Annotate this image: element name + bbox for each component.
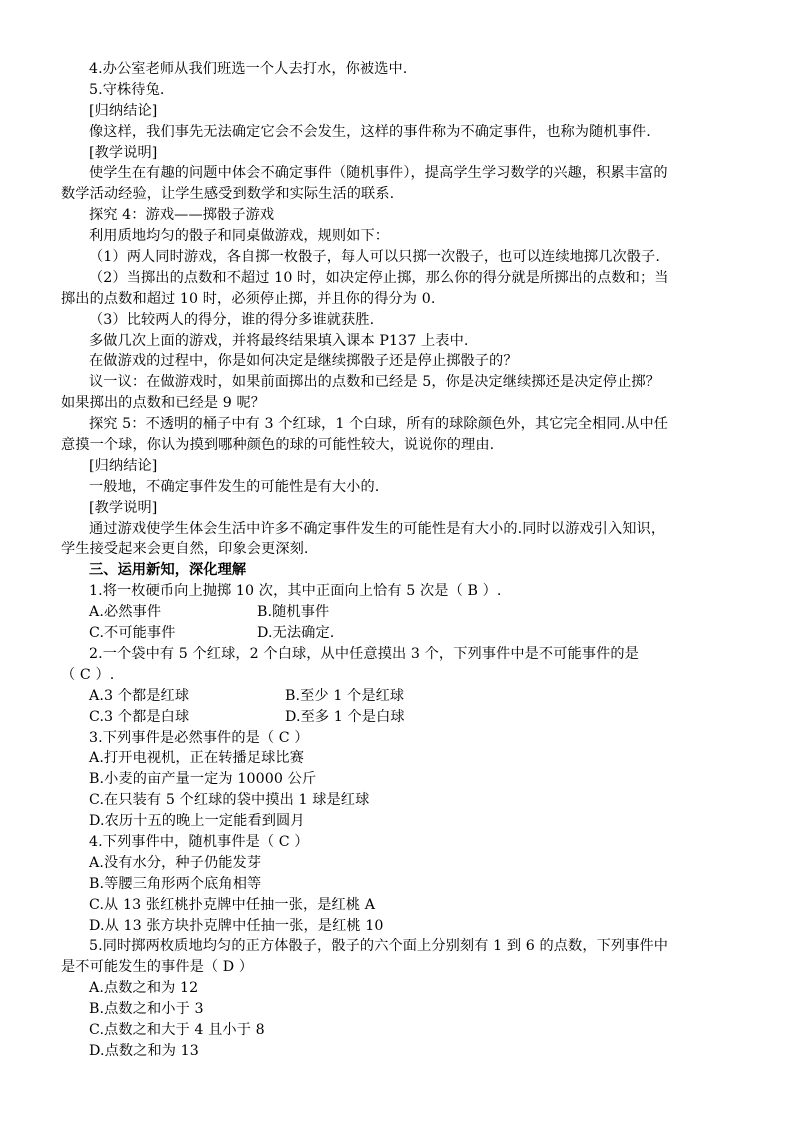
option-a: A.点数之和为 12 [89,980,199,997]
paragraph: 探究 5：不透明的桶子中有 3 个红球，1 个白球，所有的球除颜色外，其它完全相同.从中任 [89,416,669,433]
option-c: C.不可能事件 [89,625,176,642]
paragraph: 一般地，不确定事件发生的可能性是有大小的. [89,478,380,495]
question-stem: 2.一个袋中有 5 个红球，2 个白球，从中任意摸出 3 个，下列事件中是不可能事件的是 [89,645,639,662]
paragraph: 4.办公室老师从我们班选一个人去打水，你被选中. [89,61,408,77]
question-stem: 1.将一枚硬币向上抛掷 10 次，其中正面向上恰有 5 次是（ B ）. [89,583,502,600]
section-tag: [教学说明] [89,144,158,161]
option-d: D.无法确定. [257,625,335,642]
option-b: B.等腰三角形两个底角相等 [89,875,262,892]
option-row [61,707,737,728]
paragraph-continuation: 学生接受起来会更自然，印象会更深刻. [61,541,309,558]
question-stem: 3.下列事件是必然事件的是（ C ） [89,729,309,746]
paragraph: 议一议：在做游戏时，如果前面掷出的点数和已经是 5，你是决定继续掷还是决定停止掷？ [89,374,660,391]
paragraph: 像这样，我们事先无法确定它会不会发生，这样的事件称为不确定事件，也称为随机事件. [89,123,651,140]
paragraph: 利用质地均匀的骰子和同桌做游戏，规则如下： [89,228,390,245]
section-tag: [归纳结论] [89,102,158,119]
paragraph: 通过游戏使学生体会生活中许多不确定事件发生的可能性是有大小的.同时以游戏引入知识， [89,520,666,537]
paragraph: 在做游戏的过程中，你是如何决定是继续掷骰子还是停止掷骰子的？ [89,353,518,370]
paragraph-continuation: 掷出的点数和超过 10 时，必须停止掷，并且你的得分为 0. [61,290,436,307]
option-d: D.农历十五的晚上一定能看到圆月 [89,813,305,830]
option-d: D.从 13 张方块扑克牌中任抽一张，是红桃 10 [89,917,384,934]
paragraph: 使学生在有趣的问题中体会不确定事件（随机事件），提高学生学习数学的兴趣，积累丰富的 [89,165,668,182]
option-c: C.3 个都是白球 [89,708,190,725]
option-a: A.必然事件 [89,604,162,621]
option-c: C.从 13 张红桃扑克牌中任抽一张，是红桃 A [89,896,376,913]
option-b: B.随机事件 [257,604,330,621]
section-heading: 三、运用新知，深化理解 [89,562,247,579]
option-row [61,602,737,623]
option-c: C.在只装有 5 个红球的袋中摸出 1 球是红球 [89,792,370,809]
paragraph: 5.守株待兔. [89,81,165,98]
rule-item: （2）当掷出的点数和不超过 10 时，如决定停止掷，那么你的得分就是所掷出的点数和；当 [89,269,669,286]
question-stem: 5.同时掷两枚质地均匀的正方体骰子，骰子的六个面上分别刻有 1 到 6 的点数，下列事件中 [89,938,669,955]
option-b: B.小麦的亩产量一定为 10000 公斤 [89,771,317,788]
option-c: C.点数之和大于 4 且小于 8 [89,1021,265,1038]
option-b: B.点数之和小于 3 [89,1001,204,1018]
option-row [61,623,737,644]
section-tag: [归纳结论] [89,457,158,474]
option-a: A.打开电视机，正在转播足球比赛 [89,750,304,767]
paragraph-continuation: 数学活动经验，让学生感受到数学和实际生活的联系. [61,186,395,203]
paragraph: 探究 4：游戏——掷骰子游戏 [89,207,275,224]
rule-item: （3）比较两人的得分，谁的得分多谁就获胜. [89,311,375,328]
rule-item: （1）两人同时游戏，各自掷一枚骰子，每人可以只掷一次骰子，也可以连续地掷几次骰子. [89,249,660,266]
option-a: A.3 个都是红球 [89,687,190,704]
option-d: D.至多 1 个是白球 [285,708,405,725]
document-page [61,59,737,1062]
paragraph: 多做几次上面的游戏，并将最终结果填入课本 P137 上表中. [89,332,469,349]
option-b: B.至少 1 个是红球 [285,687,405,704]
option-d: D.点数之和为 13 [89,1042,199,1059]
paragraph-continuation: 如果掷出的点数和已经是 9 呢？ [61,395,266,412]
question-stem-continuation: 是不可能发生的事件是（ D ） [61,959,254,976]
section-tag: [教学说明] [89,499,158,516]
question-stem-continuation: （ C ）. [61,666,115,683]
option-a: A.没有水分，种子仍能发芽 [89,854,262,871]
option-row [61,686,737,707]
question-stem: 4.下列事件中，随机事件是（ C ） [89,833,309,850]
paragraph-continuation: 意摸一个球，你认为摸到哪种颜色的球的可能性较大，说说你的理由. [61,437,495,454]
